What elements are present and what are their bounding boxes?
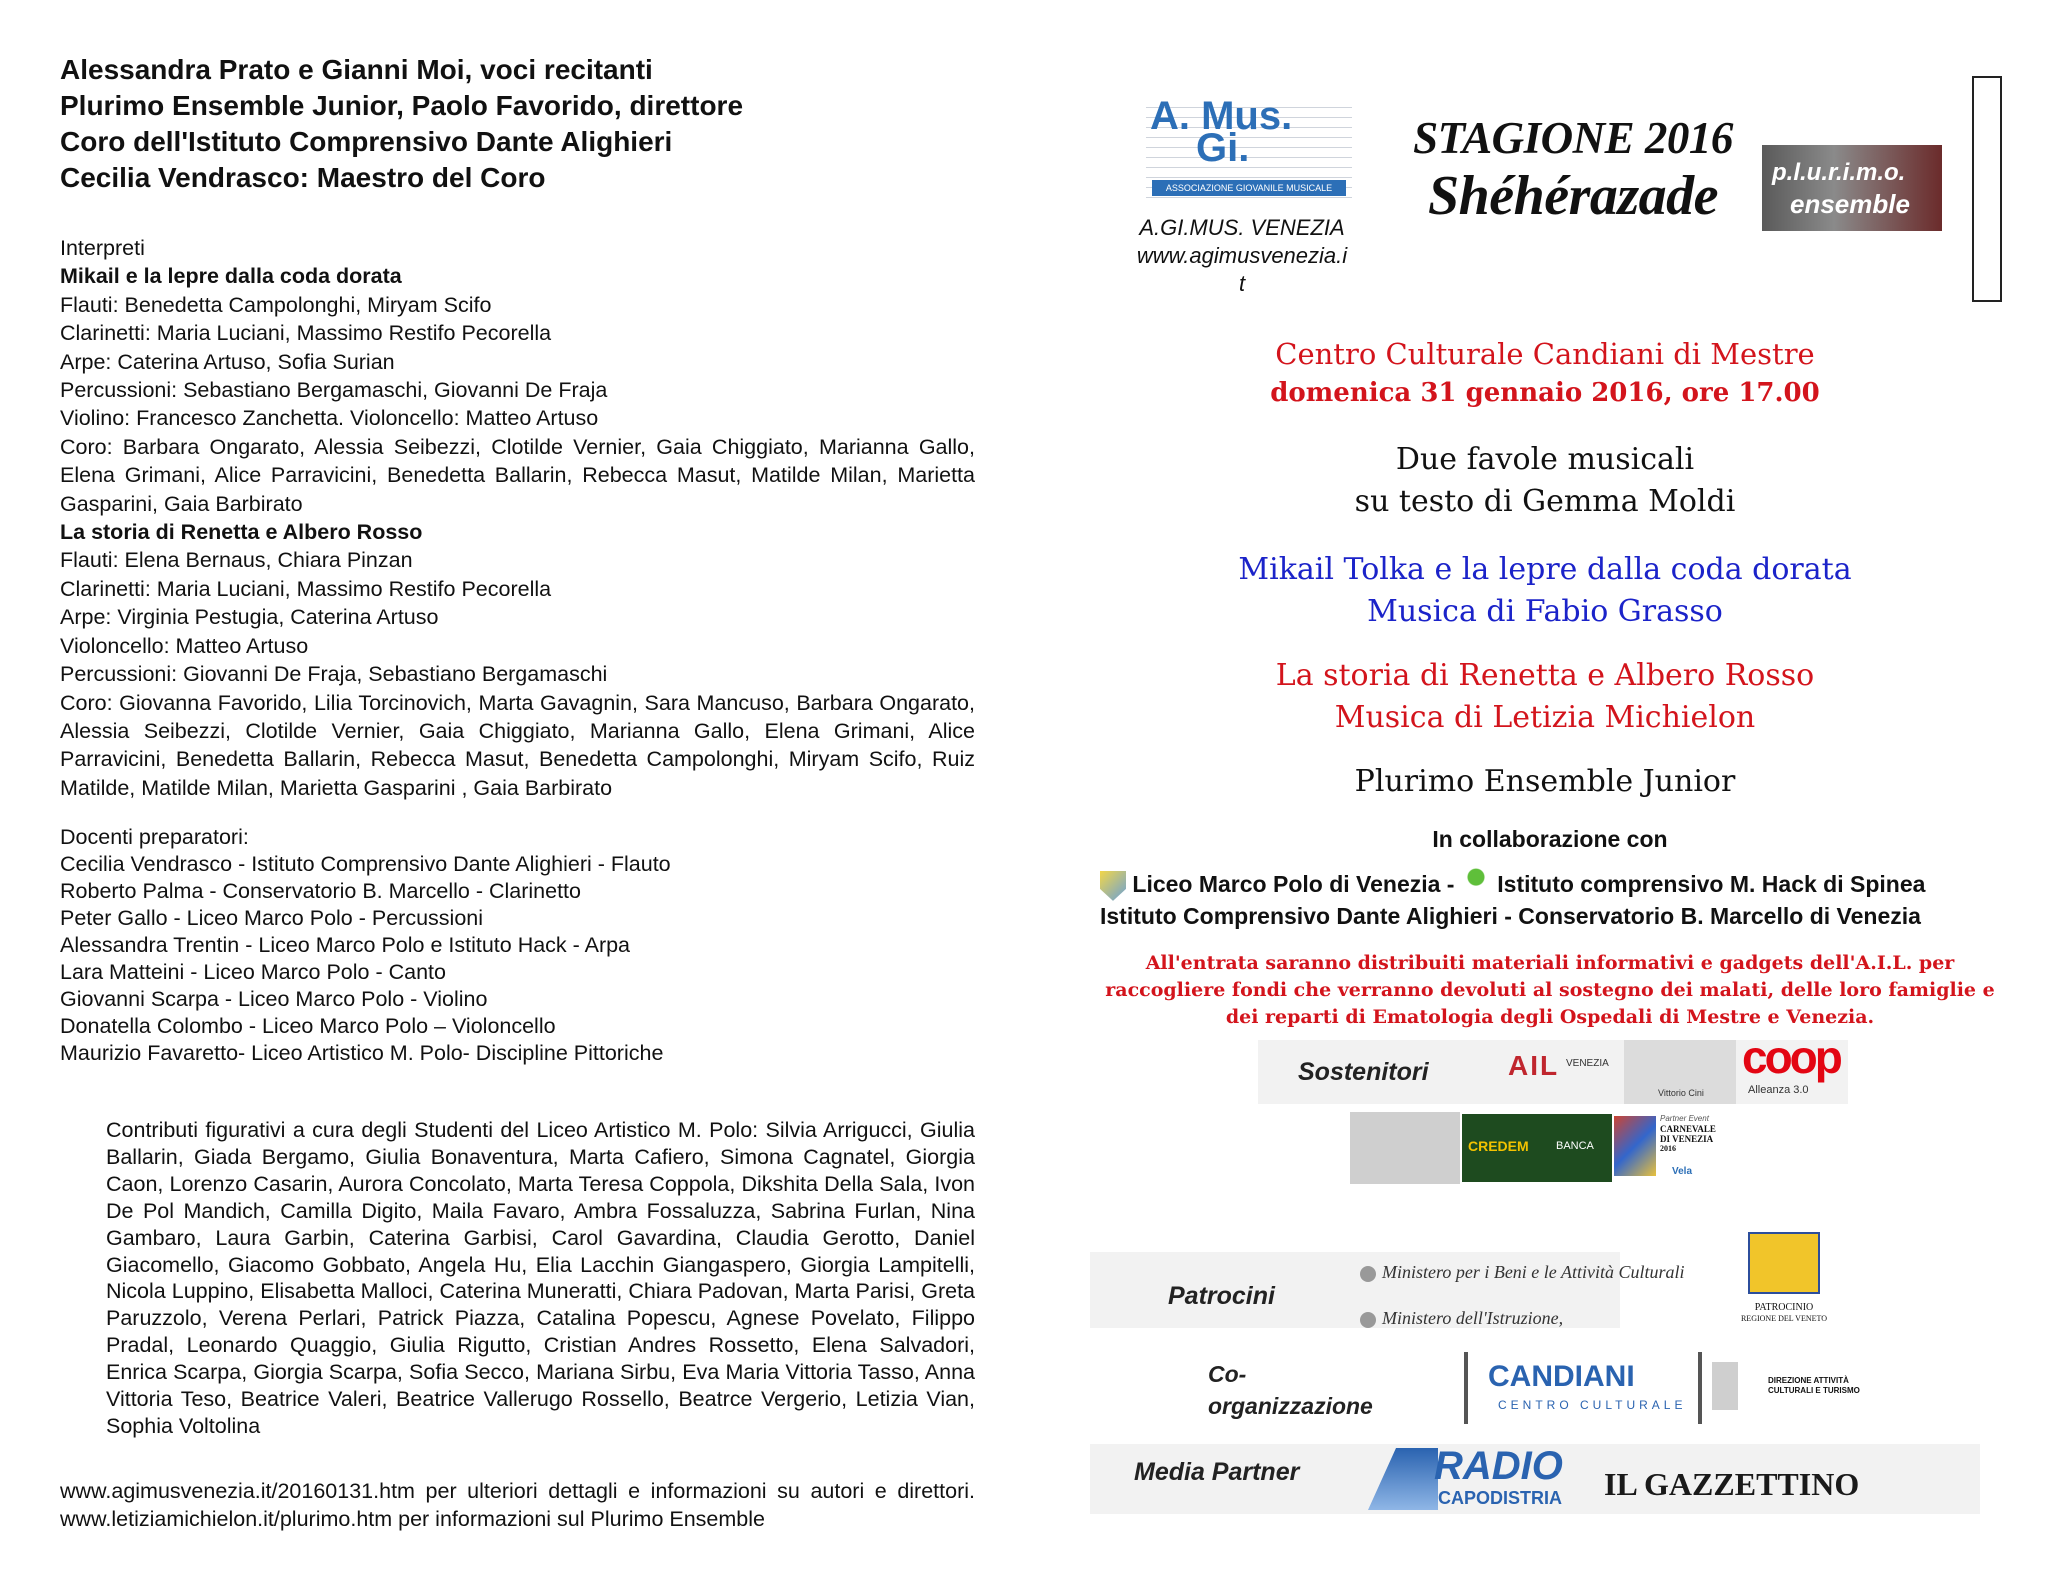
show-title: Shéhérazade xyxy=(1427,165,1719,227)
carnevale-line: CARNEVALE xyxy=(1660,1124,1716,1134)
line: Arpe: Virginia Pestugia, Caterina Artuso xyxy=(60,605,439,630)
ministero-istruzione xyxy=(1360,1308,1563,1329)
ensemble-name: Plurimo Ensemble Junior xyxy=(1354,764,1736,799)
line: Percussioni: Sebastiano Bergamaschi, Giovanni De Fraja xyxy=(60,378,608,403)
gazzettino-logo: IL GAZZETTINO xyxy=(1604,1466,1860,1502)
docenti-label: Docenti preparatori: xyxy=(60,825,249,850)
shield-icon xyxy=(1100,871,1126,901)
radio-sub: CAPODISTRIA xyxy=(1438,1488,1563,1508)
ail-logo-text: AIL xyxy=(1508,1050,1560,1081)
radio-text: RADIO xyxy=(1434,1444,1563,1488)
piece2-composer: Musica di Letizia Michielon xyxy=(1334,700,1756,735)
coop-logo xyxy=(1742,1031,1850,1100)
line: Clarinetti: Maria Luciani, Massimo Restifo Pecorella xyxy=(60,576,552,601)
lion-icon xyxy=(1748,1232,1820,1294)
direzione-line: CULTURALI E TURISMO xyxy=(1768,1386,1860,1395)
venue: Centro Culturale Candiani di Mestre xyxy=(1275,337,1815,371)
docente: Donatella Colombo - Liceo Marco Polo – Violoncello xyxy=(60,1014,556,1039)
media-label: Media Partner xyxy=(1134,1458,1300,1486)
ministero-beni-text: Ministero per i Beni e le Attività Culturali xyxy=(1382,1262,1685,1282)
ail-logo xyxy=(1508,1046,1616,1096)
emblem-icon xyxy=(1360,1312,1376,1328)
sostenitori-label: Sostenitori xyxy=(1298,1058,1429,1086)
ail-logo-city: VENEZIA xyxy=(1566,1058,1609,1069)
contributi-paragraph: Contributi figurativi a cura degli Studenti del Liceo Artistico M. Polo: Silvia Arrigucci, Giulia Ballarin, Giada Bergamo, Giulia Bonaventura, Marta Cafiero, Simona Cagnatel, Giorgia Caon, Lorenzo Casarin, Aurora Concolato, Marta Teresa Coppola, Dikshita Della Sala, Ivon De Pol Mandich, Camilla Digito, Maila Favaro, Ambra Fossaluzza, Sabrina Furlan, Nina Gambaro, Laura Garbin, Caterina Garbisi, Carol Gavardina, Claudia Gerotto, Daniel Giacomello, Giacomo Gobbato, Angela Hu, Elia Lacchin Giangaspero, Giorgia Lampitelli, Nicola Luppino, Elisabetta Malloci, Caterina Muneratti, Chiara Padovan, Marta Parisi, Greta Paruzzolo, Verena Perlari, Patrick Piazza, Catalina Popescu, Agnese Povelato, Filippo Pradal, Leonardo Quaggio, Giulia Rigutto, Cristian Andres Rossetto, Elena Salvadori, Enrica Scarpa, Giorgia Scarpa, Sofia Secco, Mariana Sirbu, Eva Maria Vittoria Tasso, Anna Vittoria Teso, Beatrice Valeri, Beatrice Vallerugo Rossello, Beatrce Vergerio, Letizia Vian, Sophia Voltolina xyxy=(106,1118,975,1438)
header-line: Cecilia Vendrasco: Maestro del Coro xyxy=(60,162,546,193)
coorg-line: organizzazione xyxy=(1208,1393,1373,1419)
docente: Maurizio Favaretto- Liceo Artistico M. Polo- Discipline Pittoriche xyxy=(60,1041,664,1066)
line: Arpe: Caterina Artuso, Sofia Surian xyxy=(60,349,395,374)
veneto-logo xyxy=(1740,1232,1828,1330)
plurimo-logo xyxy=(1762,145,1942,231)
plurimo-logo-line2: ensemble xyxy=(1790,189,1910,219)
docente: Alessandra Trentin - Liceo Marco Polo e Istituto Hack - Arpa xyxy=(60,933,631,958)
line: Flauti: Elena Bernaus, Chiara Pinzan xyxy=(60,548,413,573)
agimus-caption-line: A.GI.MUS. VENEZIA xyxy=(1139,215,1345,240)
direzione-logo xyxy=(1742,1374,1872,1406)
header-line: Plurimo Ensemble Junior, Paolo Favorido, direttore xyxy=(60,90,744,121)
emblem-icon xyxy=(1360,1266,1376,1282)
carnevale-line: DI VENEZIA xyxy=(1660,1134,1714,1144)
line: Violoncello: Matteo Artuso xyxy=(60,633,309,658)
header-line: Coro dell'Istituto Comprensivo Dante Alighieri xyxy=(60,126,673,157)
coro-mikail: Coro: Barbara Ongarato, Alessia Seibezzi, Clotilde Vernier, Gaia Chiggiato, Marianna Gallo, Elena Grimani, Alice Parravicini, Benedetta Ballarin, Rebecca Masut, Matilde Milan, Marietta Gasparini, Gaia Barbirato xyxy=(60,434,975,516)
candiani-logo xyxy=(1464,1352,1702,1424)
piece1-title: Mikail Tolka e la lepre dalla coda dorata xyxy=(1238,552,1852,587)
candiani-text: CANDIANI xyxy=(1488,1360,1635,1393)
coop-logo-sub: Alleanza 3.0 xyxy=(1748,1084,1809,1096)
piece1-composer: Musica di Fabio Grasso xyxy=(1367,594,1723,629)
partner-hack: Istituto comprensivo M. Hack di Spinea xyxy=(1497,871,1926,897)
coro-renetta: Coro: Giovanna Favorido, Lilia Torcinovich, Marta Gavagnin, Sara Mancuso, Barbara Ongarato, Alessia Seibezzi, Clotilde Vernier, Gaia Chiggiato, Marianna Gallo, Elena Grimani, Alice Parravicini, Benedetta Ballarin, Rebecca Masut, Benedetta Campolonghi, Miryam Scifo, Ruiz Matilde, Matilde Milan, Marietta Gasparini , Gaia Barbirato xyxy=(60,690,975,800)
candiani-sub: CENTRO CULTURALE xyxy=(1498,1398,1687,1412)
patrocini-label: Patrocini xyxy=(1168,1282,1275,1310)
credem-banca: BANCA xyxy=(1556,1140,1594,1152)
docente: Giovanni Scarpa - Liceo Marco Polo - Violino xyxy=(60,987,488,1012)
sponsor-grey-logo xyxy=(1350,1112,1460,1184)
line: Flauti: Benedetta Campolonghi, Miryam Scifo xyxy=(60,292,492,317)
direzione-line: DIREZIONE ATTIVITÀ xyxy=(1768,1376,1849,1385)
docente: Roberto Palma - Conservatorio B. Marcello - Clarinetto xyxy=(60,879,581,904)
agimus-logo xyxy=(1146,94,1352,202)
docente: Lara Matteini - Liceo Marco Polo - Canto xyxy=(60,960,446,985)
partners-line1 xyxy=(1100,868,2000,901)
carnevale-line: 2016 xyxy=(1660,1144,1676,1153)
docente: Peter Gallo - Liceo Marco Polo - Percussioni xyxy=(60,906,484,931)
left-column xyxy=(60,52,975,1067)
credem-text: CREDEM xyxy=(1468,1138,1529,1154)
sail-icon xyxy=(1368,1448,1438,1510)
coorg-line: Co- xyxy=(1208,1361,1247,1387)
line: Clarinetti: Maria Luciani, Massimo Restifo Pecorella xyxy=(60,321,552,346)
interpreti-label: Interpreti xyxy=(60,236,145,260)
coop-logo-text: coop xyxy=(1742,1031,1840,1083)
ministero-istruzione-text: Ministero dell'Istruzione, xyxy=(1382,1308,1564,1328)
carnevale-line: Partner Event xyxy=(1660,1114,1709,1123)
coorg-label xyxy=(1208,1358,1373,1422)
veneto-line: REGIONE DEL VENETO xyxy=(1740,1314,1828,1323)
event-date: domenica 31 gennaio 2016, ore 17.00 xyxy=(1270,378,1820,408)
header-line: Alessandra Prato e Gianni Moi, voci recitanti xyxy=(60,54,653,85)
frame-box xyxy=(1972,76,2002,302)
line: Violino: Francesco Zanchetta. Violoncello: Matteo Artuso xyxy=(60,406,599,431)
partner-marco-polo: Liceo Marco Polo di Venezia - xyxy=(1132,871,1455,897)
carnevale-flag xyxy=(1614,1116,1656,1176)
agimus-caption xyxy=(1112,214,1372,298)
credem-logo xyxy=(1462,1114,1612,1182)
venezia-emblem-icon xyxy=(1712,1362,1738,1410)
stagione-text: STAGIONE 2016 xyxy=(1413,113,1733,163)
docente: Cecilia Vendrasco - Istituto Comprensivo Dante Alighieri - Flauto xyxy=(60,852,671,877)
urls-paragraph: www.agimusvenezia.it/20160131.htm per ulteriori dettagli e informazioni su autori e direttori. www.letiziamichielon.it/plurimo.htm per informazioni sul Plurimo Ensemble xyxy=(60,1479,975,1531)
carnevale-logo xyxy=(1614,1110,1730,1190)
partners-line2: Istituto Comprensivo Dante Alighieri - Conservatorio B. Marcello di Venezia xyxy=(1100,903,1921,929)
line: Percussioni: Giovanni De Fraja, Sebastiano Bergamaschi xyxy=(60,662,608,687)
collab-label: In collaborazione con xyxy=(1432,826,1668,852)
veneto-line: PATROCINIO xyxy=(1754,1302,1814,1313)
agimus-caption-line: t xyxy=(1238,271,1246,296)
section-title-mikail: Mikail e la lepre dalla coda dorata xyxy=(60,264,402,289)
piece2-title: La storia di Renetta e Albero Rosso xyxy=(1275,658,1815,693)
radio-capodistria-logo xyxy=(1368,1444,1598,1514)
section-title-renetta: La storia di Renetta e Albero Rosso xyxy=(60,520,423,545)
cini-logo xyxy=(1624,1040,1736,1104)
favole-line: Due favole musicali xyxy=(1395,442,1695,477)
agimus-logo-line2: Gi. xyxy=(1196,126,1250,170)
season-title xyxy=(1398,112,1748,228)
ail-note: All'entrata saranno distribuiti materiali informativi e gadgets dell'A.I.L. per raccogliere fondi che verranno devoluti al sostegno dei malati, delle loro famiglie e dei reparti di Ematologia degli Ospedali di Mestre e Venezia. xyxy=(1105,952,1995,1028)
agimus-logo-line1: A. Mus. xyxy=(1150,94,1293,138)
agimus-caption-line: www.agimusvenezia.i xyxy=(1136,243,1348,268)
tree-icon xyxy=(1467,868,1485,894)
agimus-logo-tagline: ASSOCIAZIONE GIOVANILE MUSICALE xyxy=(1152,180,1346,196)
vela-text: Vela xyxy=(1672,1166,1693,1177)
plurimo-logo-line1: p.l.u.r.i.m.o. xyxy=(1772,159,1906,186)
cini-text: Vittorio Cini xyxy=(1658,1088,1704,1098)
ministero-beni xyxy=(1360,1262,1684,1283)
favole-line: su testo di Gemma Moldi xyxy=(1354,484,1736,519)
